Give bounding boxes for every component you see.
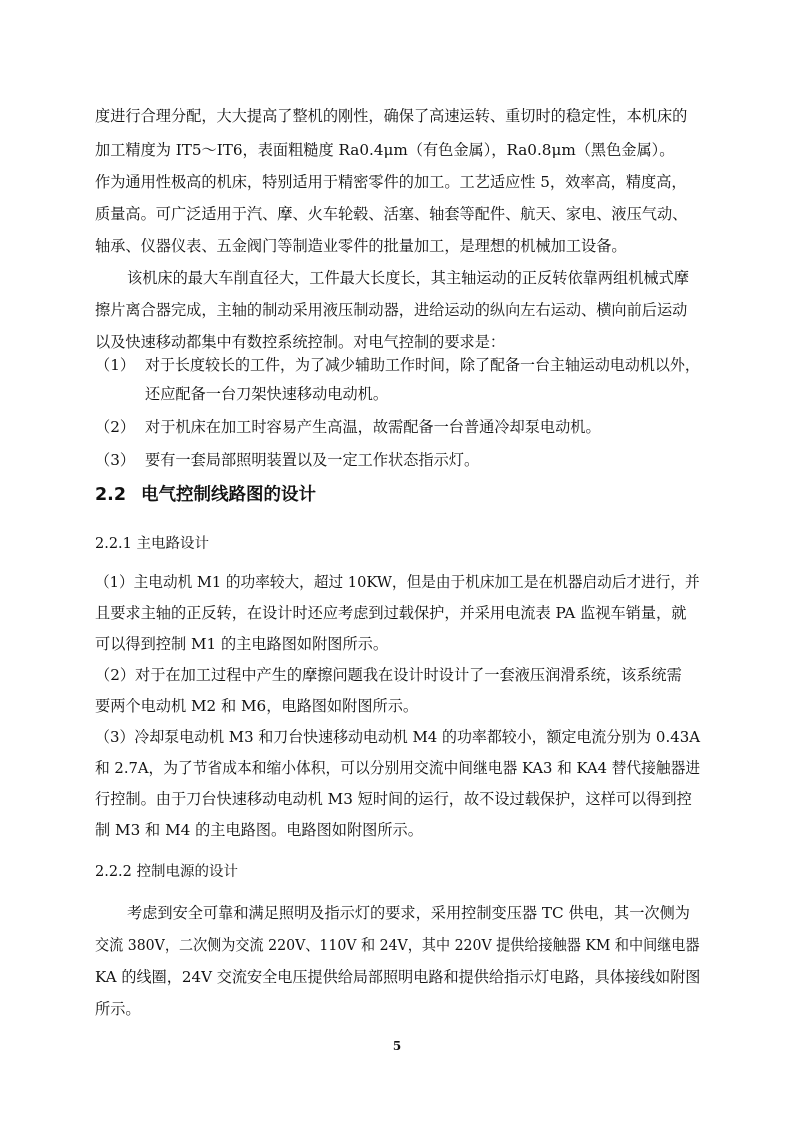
text-line: 可以得到控制 M1 的主电路图如附图所示。 bbox=[95, 635, 389, 653]
text-line: 和 2.7A，为了节省成本和缩小体积，可以分别用交流中间继电器 KA3 和 KA4 替代接触器进 bbox=[95, 759, 701, 777]
list-item-number: （3） bbox=[95, 451, 136, 469]
page-number: 5 bbox=[392, 1039, 402, 1053]
text-line: （1）主电动机 M1 的功率较大，超过 10KW，但是由于机床加工是在机器启动后才进行，并 bbox=[95, 573, 700, 591]
list-item-number: （2） bbox=[95, 418, 136, 436]
list-item: 对于机床在加工时容易产生高温，故需配备一台普通冷却泵电动机。 bbox=[145, 418, 601, 436]
list-item: 对于长度较长的工件，为了减少辅助工作时间，除了配备一台主轴运动电动机以外， bbox=[145, 356, 700, 374]
section-heading bbox=[95, 481, 316, 506]
section-number: 2.2 bbox=[95, 485, 127, 505]
text-line: 质量高。可广泛适用于汽、摩、火车轮毂、活塞、轴套等配件、航天、家电、液压气动、 bbox=[95, 205, 688, 223]
list-item: 要有一套局部照明装置以及一定工作状态指示灯。 bbox=[145, 451, 480, 469]
text-line: KA 的线圈，24V 交流安全电压提供给局部照明电路和提供给指示灯电路，具体接线如附图 bbox=[95, 968, 701, 986]
list-item-number: （1） bbox=[95, 356, 136, 374]
text-line: （2）对于在加工过程中产生的摩擦问题我在设计时设计了一套液压润滑系统，该系统需 bbox=[95, 666, 682, 684]
text-line: 制 M3 和 M4 的主电路图。电路图如附图所示。 bbox=[95, 821, 423, 839]
text-line: 作为通用性极高的机床，特别适用于精密零件的加工。工艺适应性 5，效率高，精度高， bbox=[95, 173, 687, 191]
text-line: 擦片离合器完成，主轴的制动采用液压制动器，进给运动的纵向左右运动、横向前后运动 bbox=[95, 301, 688, 319]
text-line: 且要求主轴的正反转，在设计时还应考虑到过载保护，并采用电流表 PA 监视车销量，就 bbox=[95, 604, 687, 622]
text-line: （3）冷却泵电动机 M3 和刀台快速移动电动机 M4 的功率都较小，额定电流分别为 0.43A bbox=[95, 728, 700, 746]
text-line: 轴承、仪器仪表、五金阀门等制造业零件的批量加工，是理想的机械加工设备。 bbox=[95, 237, 627, 255]
text-line: 以及快速移动都集中有数控系统控制。对电气控制的要求是： bbox=[95, 333, 506, 351]
text-line: 交流 380V，二次侧为交流 220V、110V 和 24V，其中 220V 提供给接触器 KM 和中间继电器 bbox=[95, 936, 700, 954]
list-item: 还应配备一台刀架快速移动电动机。 bbox=[145, 385, 388, 403]
text-line: 行控制。由于刀台快速移动电动机 M3 短时间的运行，故不设过载保护，这样可以得到控 bbox=[95, 790, 692, 808]
section-title: 电气控制线路图的设计 bbox=[141, 485, 316, 505]
text-line: 该机床的最大车削直径大，工件最大长度长，其主轴运动的正反转依靠两组机械式摩 bbox=[127, 269, 689, 287]
subsection-heading: 2.2.1 主电路设计 bbox=[95, 536, 210, 552]
text-line: 考虑到安全可靠和满足照明及指示灯的要求，采用控制变压器 TC 供电，其一次侧为 bbox=[127, 904, 690, 922]
text-line: 度进行合理分配，大大提高了整机的刚性，确保了高速运转、重切时的稳定性，本机床的 bbox=[95, 107, 688, 125]
text-line: 要两个电动机 M2 和 M6，电路图如附图所示。 bbox=[95, 697, 419, 715]
text-line: 所示。 bbox=[95, 1000, 141, 1018]
subsection-heading: 2.2.2 控制电源的设计 bbox=[95, 864, 239, 880]
text-line: 加工精度为 IT5～IT6，表面粗糙度 Ra0.4μm（有色金属），Ra0.8μm（黑色金属）。 bbox=[95, 141, 675, 159]
